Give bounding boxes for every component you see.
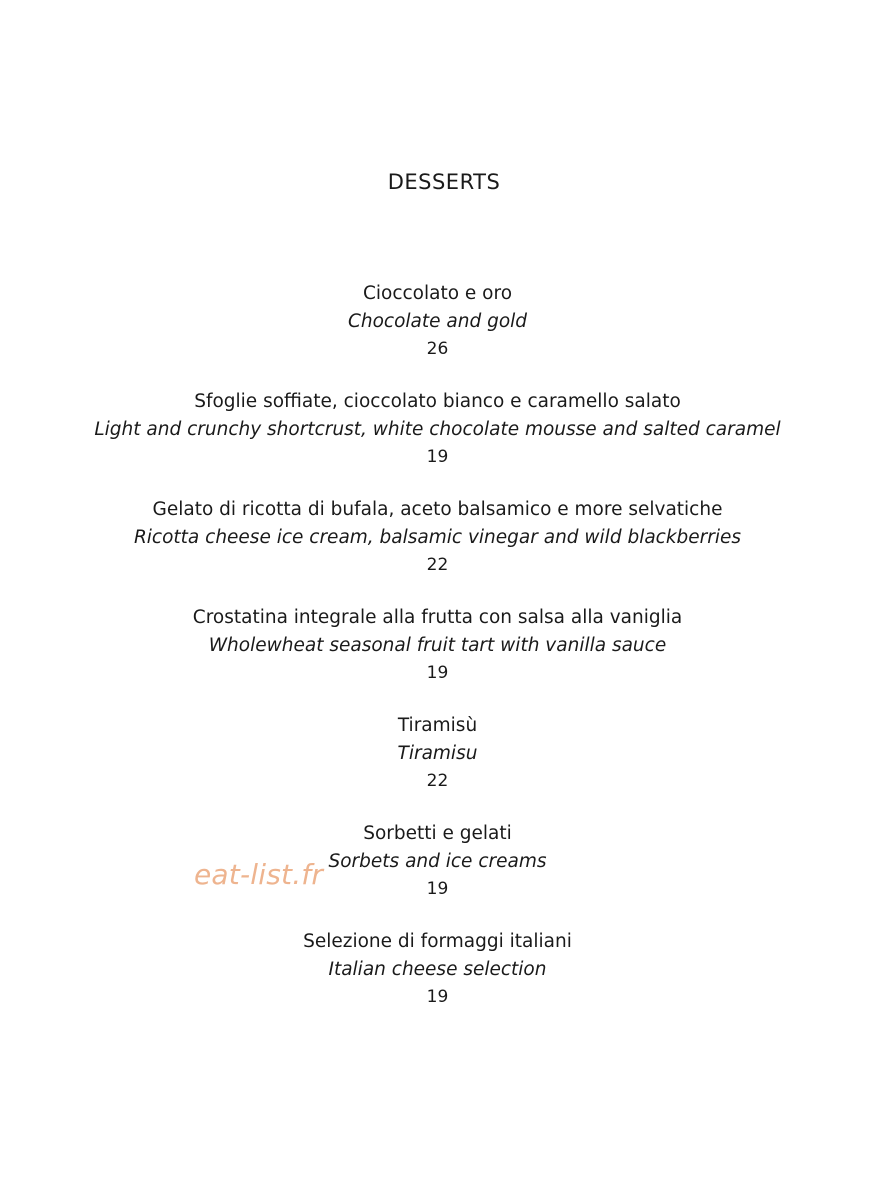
menu-item — [0, 280, 875, 362]
menu-item — [0, 820, 875, 902]
menu-item — [0, 928, 875, 1010]
menu-item — [0, 496, 875, 578]
item-english-name: Chocolate and gold — [347, 311, 528, 332]
dessert-menu-list — [0, 280, 875, 1036]
item-italian-name: Gelato di ricotta di bufala, aceto balsamico e more selvatiche — [152, 499, 723, 520]
item-english-name: Sorbets and ice creams — [328, 851, 547, 872]
watermark: eat-list.fr — [194, 858, 324, 891]
section-title: DESSERTS — [387, 170, 501, 194]
item-english-name: Ricotta cheese ice cream, balsamic vinegar and wild blackberries — [133, 527, 742, 548]
item-italian-name: Crostatina integrale alla frutta con salsa alla vaniglia — [192, 607, 683, 628]
item-price: 19 — [426, 663, 449, 683]
item-english-name: Wholewheat seasonal fruit tart with vanilla sauce — [208, 635, 667, 656]
item-price: 22 — [426, 771, 449, 791]
item-price: 19 — [426, 879, 449, 899]
item-price: 22 — [426, 555, 449, 575]
item-italian-name: Sfoglie soffiate, cioccolato bianco e caramello salato — [194, 391, 681, 412]
item-italian-name: Cioccolato e oro — [362, 283, 513, 304]
item-italian-name: Selezione di formaggi italiani — [303, 931, 572, 952]
item-italian-name: Tiramisù — [397, 715, 478, 736]
item-english-name: Italian cheese selection — [328, 959, 547, 980]
item-price: 19 — [426, 447, 449, 467]
item-price: 19 — [426, 987, 449, 1007]
menu-item — [0, 388, 875, 470]
menu-item — [0, 712, 875, 794]
item-english-name: Tiramisu — [397, 743, 478, 764]
item-italian-name: Sorbetti e gelati — [363, 823, 512, 844]
menu-item — [0, 604, 875, 686]
item-english-name: Light and crunchy shortcrust, white chocolate mousse and salted caramel — [94, 419, 781, 440]
item-price: 26 — [426, 339, 449, 359]
